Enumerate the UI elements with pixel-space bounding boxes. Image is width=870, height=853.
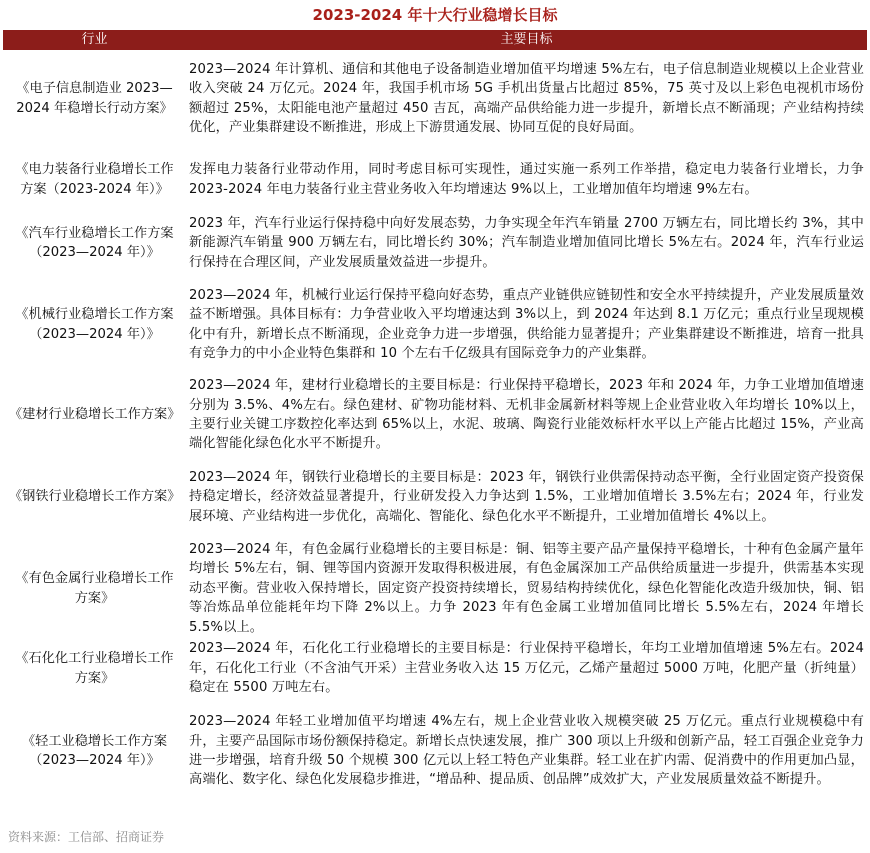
industry-name: 《电子信息制造业 2023—2024 年稳增长行动方案》 bbox=[16, 81, 173, 116]
industry-goal: 2023—2024 年，石化化工行业稳增长的主要目标是：行业保持平稳增长，年均工业增加值增速 5%左右。2024 年，石化化工行业（不含油气开采）主营业务收入达 15 万亿元，乙烯产量超过 5000 万吨，化肥产量（折纯量）稳定在 5500 万吨左右。 bbox=[189, 641, 864, 696]
industry-goal: 2023 年，汽车行业运行保持稳中向好发展态势，力争实现全年汽车销量 2700 万辆左右，同比增长约 3%，其中新能源汽车销量 900 万辆左右，同比增长约 30%；汽车制造业增加值同比增长 5%左右。2024 年，汽车行业运行保持在合理区间，产业发展质量效益进一步提升。 bbox=[189, 215, 864, 270]
table-title: 2023-2024 年十大行业稳增长目标 bbox=[312, 6, 558, 24]
industry-goal: 2023—2024 年计算机、通信和其他电子设备制造业增加值平均增速 5%左右，电子信息制造业规模以上企业营业收入突破 24 万亿元。2024 年，我国手机市场 5G 手机出货量占比超过 85%，75 英寸及以上彩色电视机市场份额超过 25%，太阳能电池产量超过 450 吉瓦，高端产品供给能力进一步提升，新增长点不断涌现；产业结构持续优化，产业集群建设不断推进，形成上下游贯通发展、协同互促的良好局面。 bbox=[189, 61, 864, 135]
table-row bbox=[3, 212, 867, 274]
industry-goal: 2023—2024 年，钢铁行业稳增长的主要目标是：2023 年，钢铁行业供需保持动态平衡，全行业固定资产投资保持稳定增长，经济效益显著提升，行业研发投入力争达到 1.5%，工业增加值增长 3.5%左右；2024 年，行业发展环境、产业结构进一步优化，高端化、智能化、绿色化水平不断提升，工业增加值增长 4%以上。 bbox=[189, 469, 864, 524]
industry-name: 《轻工业稳增长工作方案（2023—2024 年）》 bbox=[21, 733, 168, 768]
industry-name: 《建材行业稳增长工作方案》 bbox=[9, 407, 181, 423]
table-row bbox=[3, 455, 867, 539]
industry-goal: 2023—2024 年，有色金属行业稳增长的主要目标是：铜、铝等主要产品产量保持平稳增长，十种有色金属产量年均增长 5%左右，铜、锂等国内资源开发取得积极进展，有色金属深加工产品供给质量进一步提升，供需基本实现动态平衡。营业收入保持增长，固定资产投资持续增长，贸易结构持续优化，绿色化智能化改造升级加快，铜、铝等冶炼品单位能耗年均下降 2%以上。力争 2023 年有色金属工业增加值同比增长 5.5%左右，2024 年增长 5.5%以上。 bbox=[189, 541, 864, 635]
industry-name: 《有色金属行业稳增长工作方案》 bbox=[15, 571, 174, 606]
industry-goal: 发挥电力装备行业带动作用，同时考虑目标可实现性，通过实施一系列工作举措，稳定电力装备行业增长，力争 2023-2024 年电力装备行业主营业务收入年均增速达 9%以上，工业增加值年均增速 9%左右。 bbox=[189, 162, 864, 197]
table-row bbox=[3, 539, 867, 638]
targets-table bbox=[3, 30, 867, 803]
industry-name: 《电力装备行业稳增长工作方案（2023-2024 年）》 bbox=[15, 162, 174, 197]
industry-name: 《汽车行业稳增长工作方案（2023—2024 年）》 bbox=[15, 225, 174, 260]
industry-goal: 2023—2024 年，机械行业运行保持平稳向好态势，重点产业链供应链韧性和安全水平持续提升，产业发展质量效益不断增强。具体目标有：力争营业收入平均增速达到 3%以上，到 2024 年达到 8.1 万亿元；重点行业呈现规模化中有升，新增长点不断涌现，企业竞争力进一步增强，供给能力显著提升；产业集群建设不断推进，培育一批具有竞争力的中小企业特色集群和 10 个左右千亿级具有国际竞争力的产业集群。 bbox=[189, 287, 864, 361]
industry-goal: 2023—2024 年，建材行业稳增长的主要目标是：行业保持平稳增长，2023 年和 2024 年，力争工业增加值增速分别为 3.5%、4%左右。绿色建材、矿物功能材料、无机非金属新材料等规上企业营业收入年均增长 10%以上，主要行业关键工序数控化率达到 65%以上，水泥、玻璃、陶瓷行业能效标杆水平以上产能占比超过 15%，产业高端化智能化绿色化水平不断提升。 bbox=[189, 378, 864, 452]
industry-name: 《钢铁行业稳增长工作方案》 bbox=[9, 489, 181, 505]
header-industry: 行业 bbox=[3, 30, 186, 50]
header-goal: 主要目标 bbox=[186, 30, 867, 50]
table-row bbox=[3, 638, 867, 699]
industry-name: 《石化化工行业稳增长工作方案》 bbox=[15, 651, 174, 686]
table-row bbox=[3, 147, 867, 212]
table-row bbox=[3, 274, 867, 375]
table-row bbox=[3, 375, 867, 455]
table-row bbox=[3, 699, 867, 803]
table-header-row bbox=[3, 30, 867, 50]
source-note: 资料来源：工信部、招商证券 bbox=[8, 830, 165, 844]
industry-goal: 2023—2024 年轻工业增加值平均增速 4%左右，规上企业营业收入规模突破 25 万亿元。重点行业规模稳中有升，主要产品国际市场份额保持稳定。新增长点快速发展，推广 300 项以上升级和创新产品，轻工百强企业竞争力进一步增强，培育升级 50 个规模 300 亿元以上轻工特色产业集群。轻工业在扩内需、促消费中的作用更加凸显，高端化、数字化、绿色化发展稳步推进，“增品种、提品质、创品牌”成效扩大，产业发展质量效益不断提升。 bbox=[189, 714, 864, 788]
table-row bbox=[3, 50, 867, 147]
industry-name: 《机械行业稳增长工作方案（2023—2024 年）》 bbox=[15, 307, 174, 342]
